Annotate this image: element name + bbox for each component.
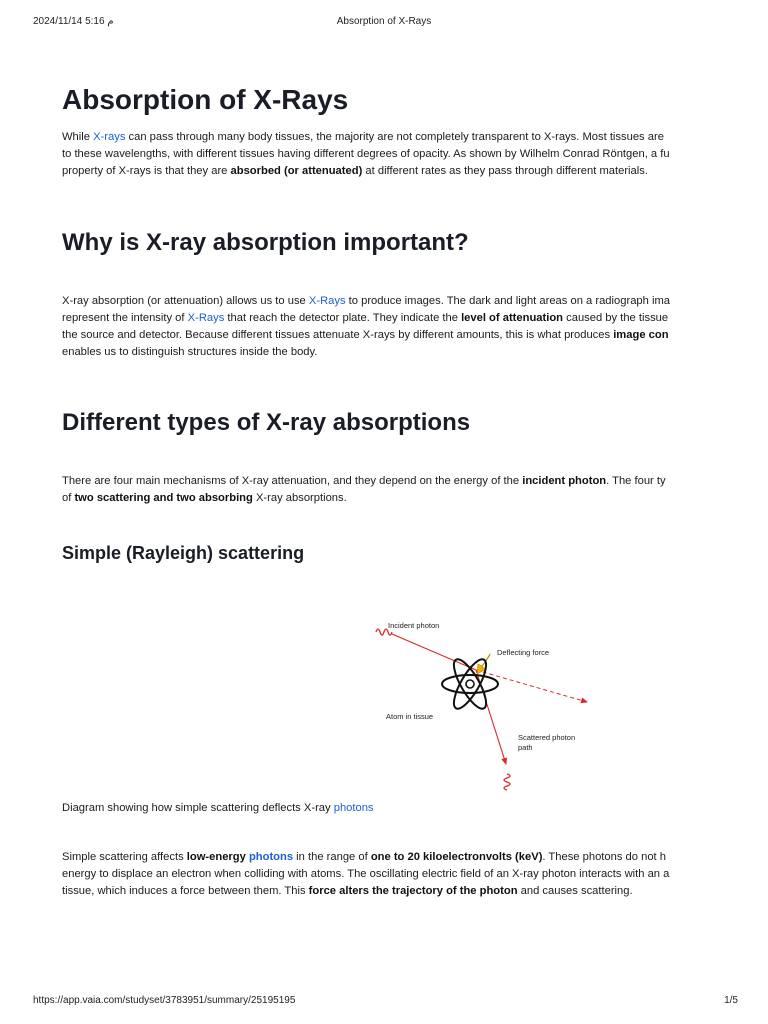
print-url: https://app.vaia.com/studyset/3783951/summary/25195195 — [33, 995, 296, 1006]
x-rays-link[interactable]: X-rays — [93, 131, 126, 143]
why-heading: Why is X-ray absorption important? — [62, 229, 469, 256]
types-line-2: of two scattering and two absorbing X-ray absorptions. — [62, 492, 347, 504]
rayleigh-line-2: energy to displace an electron when colliding with atoms. The oscillating electric field of an X-ray photon interacts with an a — [62, 868, 670, 880]
why-line-4: enables us to distinguish structures inside the body. — [62, 346, 318, 358]
incident-ray — [392, 634, 476, 670]
why-line-2: represent the intensity of X-Rays that reach the detector plate. They indicate the level of attenuation caused by the tissue — [62, 312, 669, 324]
types-line-1: There are four main mechanisms of X-ray attenuation, and they depend on the energy of the incident photon. The four ty — [62, 475, 666, 487]
print-datetime: م 5:16 2024/11/14 — [33, 16, 114, 27]
figure-caption: Diagram showing how simple scattering deflects X-ray photons — [62, 802, 374, 814]
unscattered-dashed-path — [476, 670, 587, 702]
why-line-1: X-ray absorption (or attenuation) allows us to use X-Rays to produce images. The dark and light areas on a radiograph ima — [62, 295, 670, 307]
scattered-photon-label: Scattered photon — [518, 733, 576, 742]
atom-in-tissue-label: Atom in tissue — [386, 712, 434, 721]
print-footer — [0, 995, 768, 1009]
scattered-path-label: path — [518, 743, 533, 752]
types-heading: Different types of X-ray absorptions — [62, 409, 471, 436]
deflecting-force-arrow-icon — [477, 654, 490, 674]
why-line-3: the source and detector. Because different tissues attenuate X-rays by different amounts, this is what produces image con — [62, 329, 669, 341]
rayleigh-scattering-diagram — [312, 614, 592, 794]
diagram-svg — [312, 614, 592, 794]
rayleigh-line-3: tissue, which induces a force between them. This force alters the trajectory of the photon and causes scattering. — [62, 885, 633, 897]
intro-line-3: property of X-rays is that they are absorbed (or attenuated) at different rates as they pass through different materials. — [62, 165, 648, 177]
article — [62, 0, 708, 1024]
intro-line-1: While X-rays can pass through many body tissues, the majority are not completely transparent to X-rays. Most tissues are — [62, 131, 664, 143]
deflecting-force-label: Deflecting force — [497, 648, 550, 657]
print-page-number: 1/5 — [724, 995, 738, 1006]
photons-link[interactable]: photons — [248, 851, 294, 863]
rayleigh-heading: Simple (Rayleigh) scattering — [62, 543, 305, 563]
rayleigh-line-1: Simple scattering affects low-energy photons in the range of one to 20 kiloelectronvolts (keV). These photons do not h — [62, 851, 666, 863]
print-page-title: Absorption of X-Rays — [336, 16, 432, 27]
x-rays-link[interactable]: X-Rays — [187, 312, 225, 324]
incident-photon-label: Incident photon — [388, 621, 440, 630]
scattered-wave-icon — [504, 774, 510, 790]
page-title: Absorption of X-Rays — [62, 84, 349, 115]
atom-icon — [442, 655, 498, 712]
x-rays-link[interactable]: X-Rays — [308, 295, 346, 307]
photons-link[interactable]: photons — [333, 802, 374, 814]
intro-line-2: to these wavelengths, with different tissues having different degrees of opacity. As shown by Wilhelm Conrad Röntgen, a fu — [62, 148, 670, 160]
